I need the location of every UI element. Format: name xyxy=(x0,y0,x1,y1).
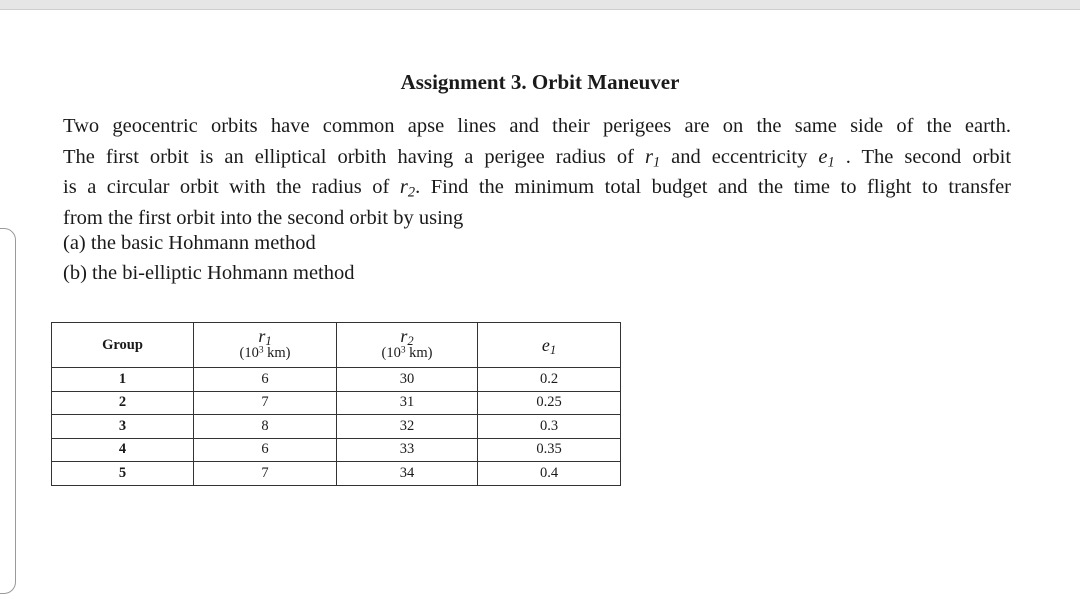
cell-e1: 0.2 xyxy=(478,368,621,392)
cell-r2: 30 xyxy=(337,368,478,392)
left-edge-bracket xyxy=(0,228,16,594)
header-r1: $r_1$ ($10^3$ km) xyxy=(194,323,337,368)
cell-r2: 32 xyxy=(337,415,478,439)
header-e1: $e_1$ xyxy=(478,323,621,368)
table-row xyxy=(52,462,621,486)
cell-e1: 0.3 xyxy=(478,415,621,439)
cell-r1: 7 xyxy=(194,391,337,415)
r1-symbol: $r_1$ xyxy=(644,145,661,171)
assignment-title: Assignment 3. Orbit Maneuver xyxy=(400,70,680,94)
orbit-parameters-table xyxy=(51,322,621,486)
problem-line-3: is a circular orbit with the radius of $r_2$. Find the minimum total budget and the time to flight to transfer xyxy=(63,176,1012,201)
cell-r1: 6 xyxy=(194,438,337,462)
cell-r2: 34 xyxy=(337,462,478,486)
cell-e1: 0.25 xyxy=(478,391,621,415)
cell-group: 1 xyxy=(52,368,194,392)
header-r2: $r_2$ ($10^3$ km) xyxy=(337,323,478,368)
cell-e1: 0.35 xyxy=(478,438,621,462)
cell-group: 5 xyxy=(52,462,194,486)
cell-r1: 7 xyxy=(194,462,337,486)
problem-line-1: Two geocentric orbits have common apse lines and their perigees are on the same side of the earth. xyxy=(63,115,1011,137)
cell-group: 2 xyxy=(52,391,194,415)
cell-group: 3 xyxy=(52,415,194,439)
cell-r2: 31 xyxy=(337,391,478,415)
problem-line-2: The first orbit is an elliptical orbith having a perigee radius of $r_1$ and eccentricity $e_1$ . The second orbit xyxy=(63,145,1012,171)
table-row xyxy=(52,415,621,439)
table-row xyxy=(52,391,621,415)
table-row xyxy=(52,368,621,392)
r2-symbol: $r_2$ xyxy=(399,176,416,201)
cell-e1: 0.4 xyxy=(478,462,621,486)
cell-r2: 33 xyxy=(337,438,478,462)
method-b: (b) the bi-elliptic Hohmann method xyxy=(63,262,355,284)
problem-statement xyxy=(63,111,1011,233)
cell-r1: 6 xyxy=(194,368,337,392)
problem-line-4: from the first orbit into the second orbit by using xyxy=(63,206,464,229)
cell-group: 4 xyxy=(52,438,194,462)
top-bar xyxy=(0,0,1080,10)
e1-symbol: $e_1$ xyxy=(818,145,835,171)
cell-r1: 8 xyxy=(194,415,337,439)
header-group: Group xyxy=(52,323,194,368)
table-row xyxy=(52,438,621,462)
method-a: (a) the basic Hohmann method xyxy=(63,232,316,254)
table-header-row xyxy=(52,323,621,368)
